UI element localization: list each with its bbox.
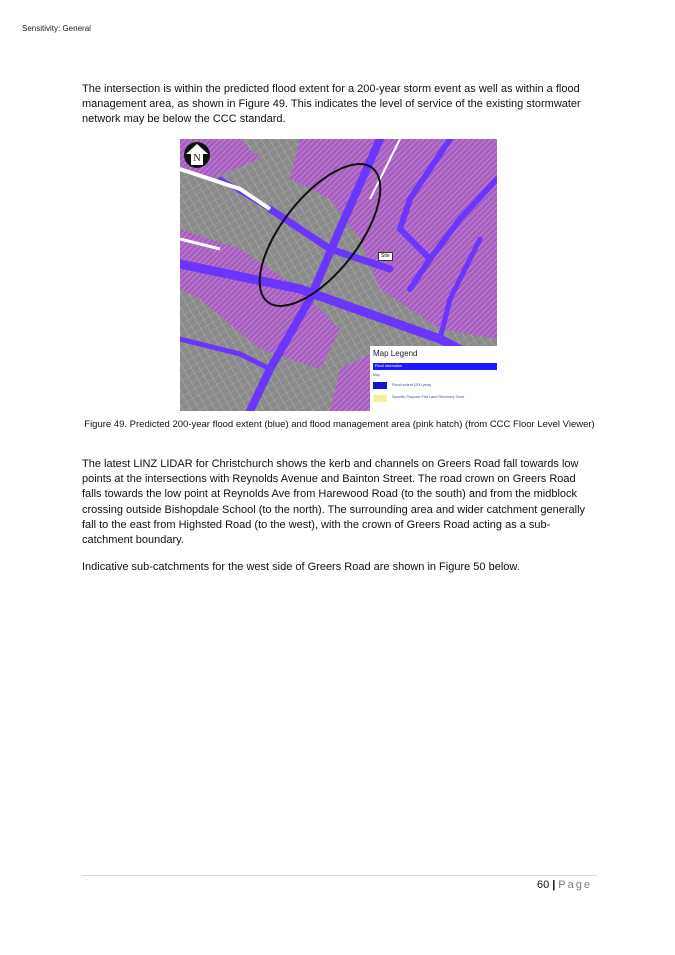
legend-swatch-flood xyxy=(373,382,387,389)
site-label: Site xyxy=(378,252,393,261)
north-arrow-icon xyxy=(182,141,212,169)
page-footer xyxy=(537,879,592,891)
legend-subsection: Map xyxy=(373,373,380,377)
footer-divider xyxy=(82,875,597,876)
legend-title: Map Legend xyxy=(373,349,418,358)
figure-caption: Figure 49. Predicted 200-year flood extent (blue) and flood management area (pink hatch) (from CCC Floor Level Viewer) xyxy=(84,419,595,430)
paragraph-subcatchments: Indicative sub-catchments for the west side of Greers Road are shown in Figure 50 below. xyxy=(82,561,520,573)
legend-label-flood: Flood extent (200 year) xyxy=(392,383,432,387)
page-separator: | xyxy=(552,879,556,891)
page-number: 60 xyxy=(536,879,550,891)
paragraph-flood-extent: The intersection is within the predicted flood extent for a 200-year storm event as well as within a flood management area, as shown in Figure 49. This indicates the level of service of the existing stormwater network may be below the CCC standard. xyxy=(82,83,581,126)
legend-swatch-recovery xyxy=(373,395,387,402)
page-word: Page xyxy=(558,879,592,891)
sensitivity-label: Sensitivity: General xyxy=(22,24,91,33)
compass-label: N xyxy=(193,153,201,164)
legend-label-recovery: Specific Purpose Flat Land Recovery Zone xyxy=(392,395,465,399)
legend-section: Flood Information xyxy=(373,363,497,370)
paragraph-lidar: The latest LINZ LIDAR for Christchurch shows the kerb and channels on Greers Road fall towards low points at the intersections with Reynolds Avenue and Bainton Street. The road crown on Greers Road falls towards the low point at Reynolds Ave from Harewood Road (to the south) and from the midblock crossing outside Bishopdale School (to the north). The surrounding area and wider catchment generally fall to the east from Highsted Road (to the west), with the crown of Greers Road acting as a sub-catchment boundary. xyxy=(82,458,586,547)
flood-map-figure xyxy=(180,139,497,411)
map-legend xyxy=(370,346,497,411)
